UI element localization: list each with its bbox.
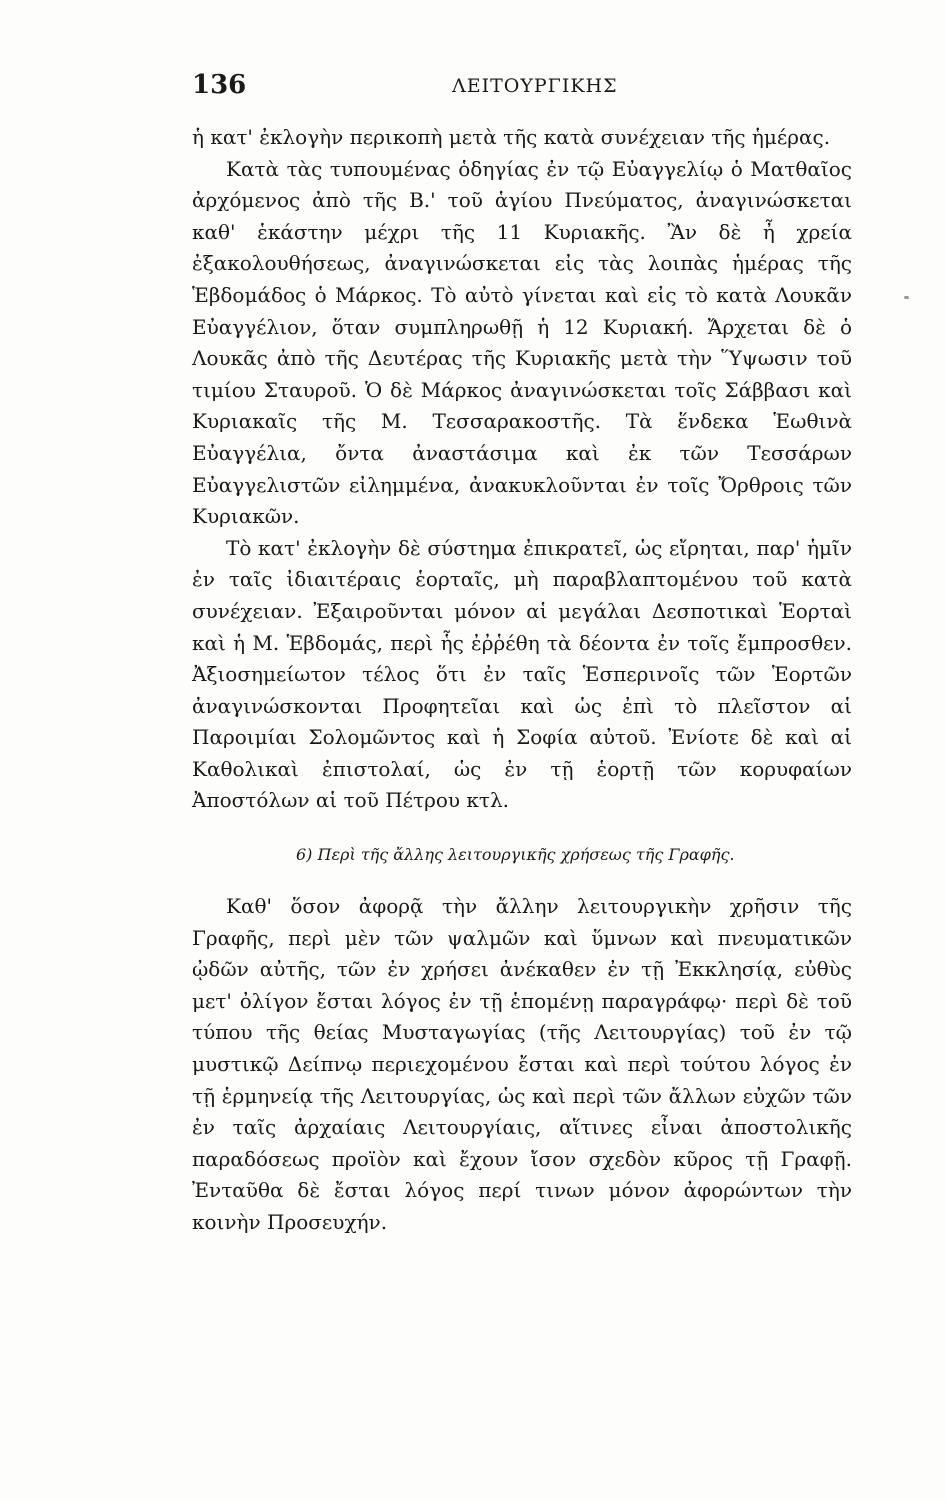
paragraph-selection-system: Τὸ κατ' ἐκλογὴν δὲ σύστημα ἐπικρατεῖ, ὡς εἴρηται, παρ' ἡμῖν ἐν ταῖς ἰδιαιτέραις ἑορταῖς, μὴ παραβλαπτομένου τοῦ κατὰ συνέχειαν. Ἐξαιροῦνται μόνον αἱ μεγάλαι Δεσποτικαὶ Ἑορταὶ καὶ ἡ Μ. Ἑβδομάς, περὶ ἧς ἐῤῥέθη τὰ δέοντα ἐν τοῖς ἔμπροσθεν. Ἀξιοσημείωτον τέλος ὅτι ἐν ταῖς Ἑσπερινοῖς τῶν Ἑορτῶν ἀναγινώσκονται Προφητεῖαι καὶ ὡς ἐπὶ τὸ πλεῖστον αἱ Παροιμίαι Σολομῶντος καὶ ἡ Σοφία αὐτοῦ. Ἐνίοτε δὲ καὶ αἱ Καθολικαὶ ἐπιστολαί, ὡς ἐν τῇ ἑορτῇ τῶν κορυφαίων Ἀποστόλων αἱ τοῦ Πέτρου κτλ. <box>192 535 852 813</box>
body-text <box>192 122 852 1239</box>
running-head: ΛΕΙΤΟΥΡΓΙΚΗΣ <box>452 75 618 97</box>
page-number: 136 <box>192 70 247 100</box>
page-header <box>192 70 852 110</box>
paragraph-other-liturgical-use: Καθ' ὅσον ἀφορᾷ τὴν ἄλλην λειτουργικὴν χρῆσιν τῆς Γραφῆς, περὶ μὲν τῶν ψαλμῶν καὶ ὕμνων καὶ πνευματικῶν ᾠδῶν αὐτῆς, τῶν ἐν χρήσει ἀνέκαθεν ἐν τῇ Ἐκκλησίᾳ, εὐθὺς μετ' ὀλίγον ἔσται λόγος ἐν τῇ ἑπομένῃ παραγράφῳ· περὶ δὲ τοῦ τύπου τῆς θείας Μυσταγωγίας (τῆς Λειτουργίας) τοῦ ἐν τῷ μυστικῷ Δείπνῳ περιεχομένου ἔσται καὶ περὶ τούτου λόγος ἐν τῇ ἑρμηνείᾳ τῆς Λειτουργίας, ὡς καὶ περὶ τῶν ἄλλων εὐχῶν τῶν ἐν ταῖς ἀρχαίαις Λειτουργίαις, αἵτινες εἶναι ἀποστολικῆς παραδόσεως προϊὸν καὶ ἔχουν ἴσον σχεδὸν κῦρος τῇ Γραφῇ. Ἐνταῦθα δὲ ἔσται λόγος περί τινων μόνον ἀφορώντων τὴν κοινὴν Προσευχήν. <box>192 894 852 1234</box>
section-heading: 6) Περὶ τῆς ἄλλης λειτουργικῆς χρήσεως τῆς Γραφῆς. <box>296 845 735 865</box>
paragraph-gospel-readings: Κατὰ τὰς τυπουμένας ὁδηγίας ἐν τῷ Εὐαγγελίῳ ὁ Ματθαῖος ἀρχόμενος ἀπὸ τῆς Β.' τοῦ ἁγίου Πνεύματος, ἀναγινώσκεται καθ' ἑκάστην μέχρι τῆς 11 Κυριακῆς. Ἂν δὲ ἦ χρεία ἐξακολουθήσεως, ἀναγινώσκεται εἰς τὰς λοιπὰς ἡμέρας τῆς Ἑβδομάδος ὁ Μάρκος. Τὸ αὐτὸ γίνεται καὶ εἰς τὸ κατὰ Λουκᾶν Εὐαγγέλιον, ὅταν συμπληρωθῇ ἡ 12 Κυριακή. Ἄρχεται δὲ ὁ Λουκᾶς ἀπὸ τῆς Δευτέρας τῆς Κυριακῆς μετὰ τὴν Ὕψωσιν τοῦ τιμίου Σταυροῦ. Ὁ δὲ Μάρκος ἀναγινώσκεται τοῖς Σάββασι καὶ Κυριακαῖς τῆς Μ. Τεσσαρακοστῆς. Τὰ ἕνδεκα Ἑωθινὰ Εὐαγγέλια, ὄντα ἀναστάσιμα καὶ ἐκ τῶν Τεσσάρων Εὐαγγελιστῶν εἰλημμένα, ἀνακυκλοῦνται ἐν τοῖς Ὄρθροις τῶν Κυριακῶν. <box>192 156 852 529</box>
ink-speck <box>904 296 909 299</box>
paragraph-continuation: ἡ κατ' ἐκλογὴν περικοπὴ μετὰ τῆς κατὰ συνέχειαν τῆς ἡμέρας. <box>192 125 831 149</box>
